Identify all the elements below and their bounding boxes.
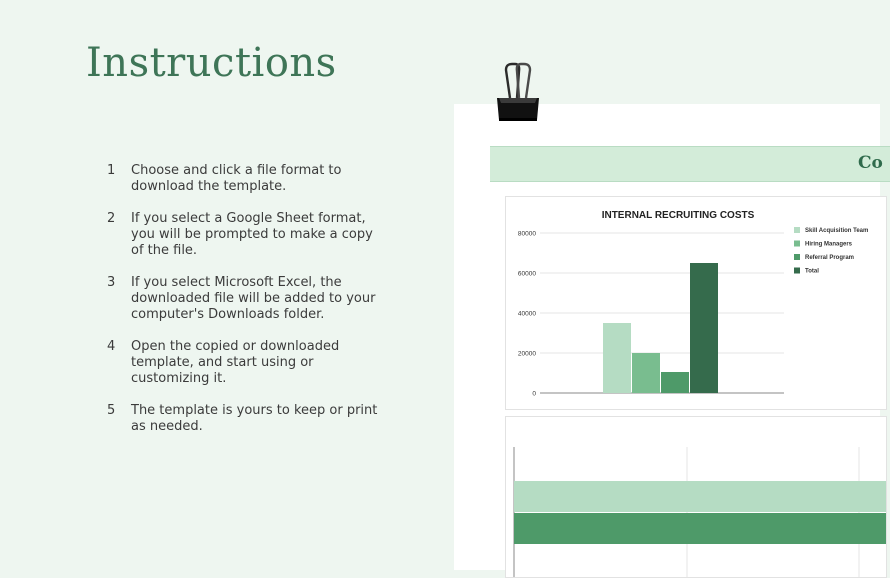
step-text: If you select a Google Sheet format, you will be prompted to make a copy of the file. [131,211,373,258]
y-tick-label: 20000 [517,350,536,358]
sheet-header-band [490,146,890,182]
step-text: If you select Microsoft Excel, the downloaded file will be added to your computer's Downloads folder. [131,275,376,322]
secondary-bar-chart [505,416,887,578]
binder-clip-icon [493,62,543,124]
legend-label: Hiring Managers [805,241,853,248]
step-text: The template is yours to keep or print as needed. [131,403,378,434]
step-number: 2 [107,211,116,226]
step-text: Choose and click a file format to download the template. [131,163,342,194]
bar-hiring-managers [632,353,660,393]
bar-total [690,263,718,393]
step-number: 1 [107,163,116,178]
chart-canvas [506,197,886,409]
page-title: Instructions [86,40,337,86]
step-number: 3 [107,275,116,290]
bar-skill-acquisition-team [603,323,631,393]
instruction-step [107,339,407,387]
step-text: Open the copied or downloaded template, and start using or customizing it. [131,339,340,386]
instruction-step [107,163,407,195]
legend-swatch [794,241,800,247]
step-number: 4 [107,339,116,354]
instruction-step [107,403,407,435]
chart-canvas [506,417,886,577]
bar-referral-program [661,372,689,393]
sheet-header-text: Co [858,153,883,173]
y-tick-label: 60000 [517,270,536,278]
instruction-steps [107,163,407,451]
legend-swatch [794,254,800,260]
legend-label: Total [805,268,819,275]
y-tick-label: 0 [532,390,536,398]
y-tick-label: 80000 [517,230,536,238]
step-number: 5 [107,403,116,418]
template-preview-sheet [454,104,883,570]
legend-label: Skill Acquisition Team [805,228,869,234]
instruction-step [107,211,407,259]
y-tick-label: 40000 [517,310,536,318]
legend-swatch [794,227,800,233]
instruction-step [107,275,407,323]
bar-series-b [514,513,886,544]
bar-series-a [514,481,886,512]
chart-title: INTERNAL RECRUITING COSTS [601,210,755,221]
legend-label: Referral Program [805,255,855,261]
legend-swatch [794,268,800,274]
recruiting-costs-chart [505,196,887,410]
